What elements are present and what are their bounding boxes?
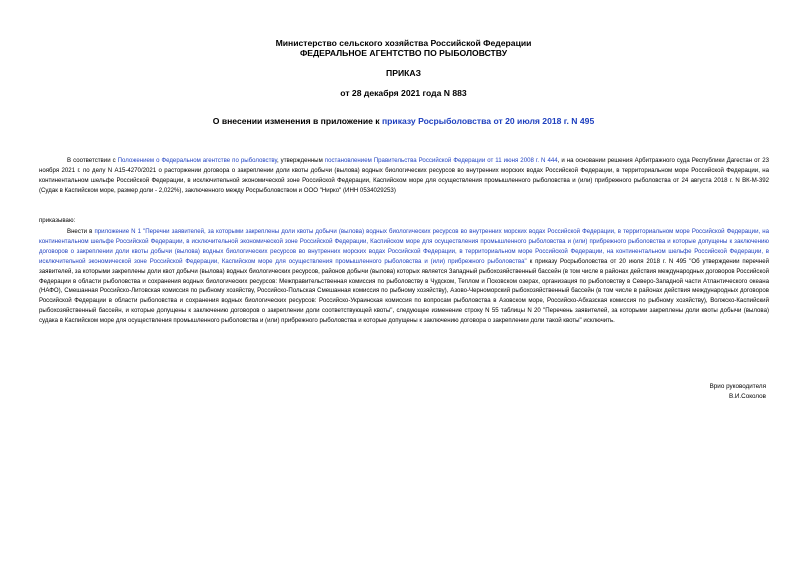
- order-body-paragraph: [39, 227, 769, 326]
- date-number-heading: от 28 декабря 2021 года N 883: [340, 88, 467, 98]
- document-title: [0, 116, 807, 126]
- ministry-heading: Министерство сельского хозяйства Российской Федерации: [275, 38, 532, 48]
- preamble-text-1: В соответствии с: [67, 157, 118, 164]
- order-word-paragraph: приказываю:: [39, 217, 76, 224]
- preamble-paragraph: [39, 156, 769, 196]
- agency-heading: ФЕДЕРАЛЬНОЕ АГЕНТСТВО ПО РЫБОЛОВСТВУ: [299, 48, 508, 58]
- title-link[interactable]: приказу Росрыболовства от 20 июля 2018 г. N 495: [381, 116, 595, 126]
- regulation-link[interactable]: Положением о Федеральном агентстве по рыболовству: [117, 157, 277, 164]
- document-type-heading: ПРИКАЗ: [386, 68, 421, 78]
- preamble-text-3: , и на основании решения Арбитражного суда Республики Дагестан от 23 ноября 2021 г. по делу N А15-4270/2021 о расторжении договора о закреплении доли квоты добычи (вылова) водных биологических ресурсов во внутренних морских водах Российской Федерации, в территориальном море Российской Федерации, на континентальном шельфе Российской Федерации, в исключительной экономической зоне Российской Федерации, Каспийском море для осуществления промышленного рыболовства и (или) прибрежного рыболовства от 24 августа 2018 г. N ВК-М-392 (Судак в Каспийском море, размер доли - 2,022%), заключенного между Росрыболовством и ООО "Нирко" (ИНН 0534029253): [39, 157, 770, 194]
- order-body-text-2: к приказу Росрыболовства от 20 июля 2018 г. N 495 "Об утверждении перечней заявителей, за которыми закреплены доли квот добычи (вылова) водных биологических ресурсов, районов добычи (вылова) которых является Западный рыбохозяйственный бассейн (в том числе в районах действия международных договоров Российской Федерации в области рыболовства и сохранения водных биологических ресурсов: Межправительственная комиссия по рыболовству в Чудском, Теплом и Псковском озерах, организация по рыболовству в Северо-Западной части Атлантического океана (НАФО), Смешанная Российско-Литовская комиссия по рыбному хозяйству, Российско-Польская Смешанная комиссия по рыбному хозяйству), Азово-Черноморский рыбохозяйственный бассейн (в том числе в районах действия международных договоров Российской Федерации в области рыболовства и сохранения водных биологических ресурсов: Российско-Украинская комиссия по вопросам рыболовства в Азовском море, Российско-Абхазская комиссия по рыбному хозяйству), Волжско-Каспийский рыбохозяйственный бассейн, и которые допущены к заключению договоров о закреплении доли соответствующей квоты", следующее изменение строку N 55 таблицы N 20 "Перечень заявителей, за которыми закреплены доли квоты добычи (вылова) судака в Каспийском море для осуществления промышленного рыболовства и (или) прибрежного рыболовства и которые допущены к заключению договора о закреплении доли такой квоты" исключить.: [39, 257, 769, 325]
- signatory-role: Врио руководителя: [709, 383, 766, 390]
- title-prefix: О внесении изменения в приложение к: [212, 116, 382, 126]
- government-decree-link[interactable]: постановлением Правительства Российской Федерации от 11 июня 2008 г. N 444: [324, 157, 558, 164]
- order-body-text-1: Внести в: [67, 228, 95, 235]
- appendix-link[interactable]: приложение N 1 "Перечни заявителей, за которыми закреплены доли квоты добычи (вылова) водных биологических ресурсов во внутренних морских водах Российской Федерации, в территориальном море Российской Федерации, на континентальном шельфе Российской Федерации, в исключительной экономической зоне Российской Федерации, Каспийском море для осуществления промышленного рыболовства и (или) прибрежного рыболовства и которые допущены к заключению договоров о закреплении доли квоты добычи (вылова) водных биологических ресурсов во внутренних морских водах Российской Федерации, в территориальном море Российской Федерации, на континентальном шельфе Российской Федерации, в исключительной экономической зоне Российской Федерации, Каспийском море для осуществления промышленного рыболовства и (или) прибрежного рыболовства": [39, 228, 769, 265]
- signatory-name: В.И.Соколов: [728, 393, 766, 400]
- preamble-text-2: , утвержденным: [276, 157, 325, 164]
